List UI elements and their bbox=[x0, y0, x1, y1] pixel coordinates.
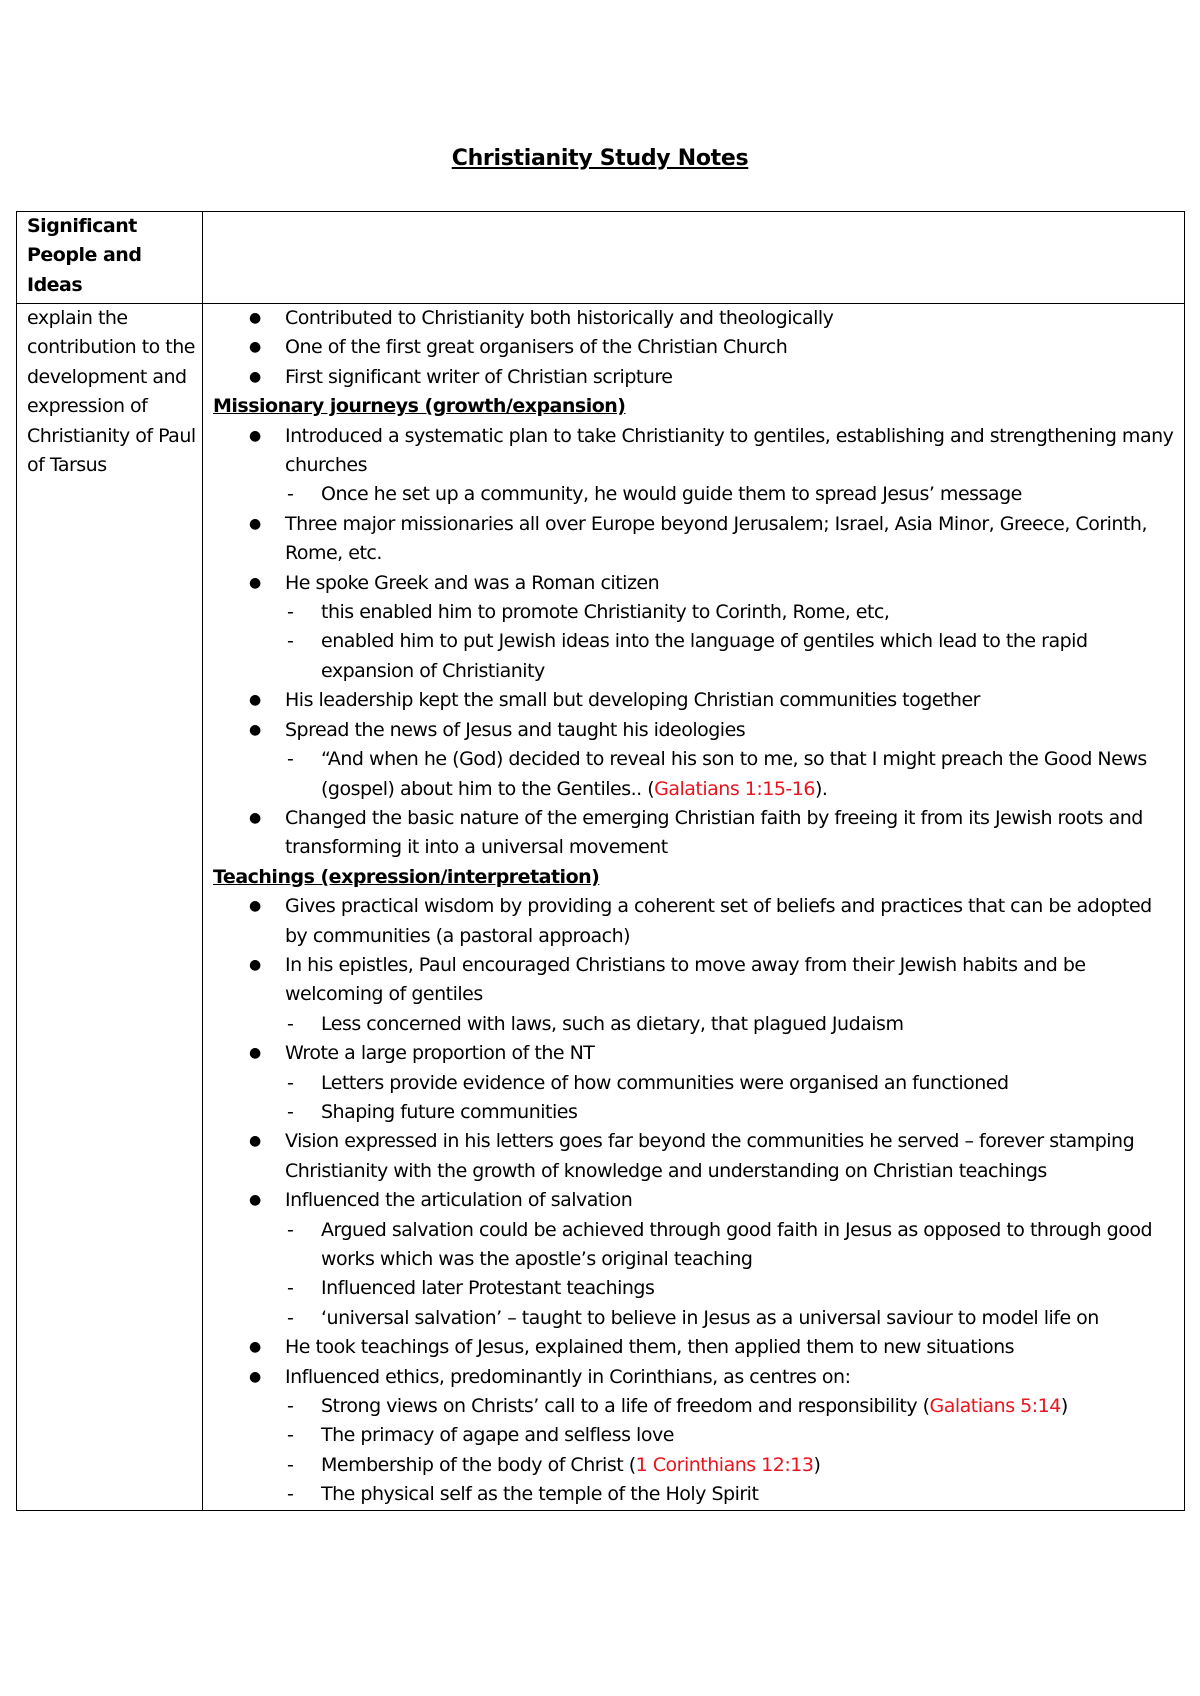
list-item bbox=[213, 1363, 1178, 1510]
header-cell-empty bbox=[203, 212, 1185, 304]
sub-list bbox=[285, 1216, 1178, 1334]
missionary-bullet-list bbox=[213, 422, 1178, 863]
sub-list-item: - Argued salvation could be achieved through good faith in Jesus as opposed to through good works which was the apostle’s original teaching bbox=[285, 1216, 1178, 1275]
bullet-text: He spoke Greek and was a Roman citizen bbox=[285, 571, 660, 594]
sub-list bbox=[285, 745, 1178, 804]
item-close: ) bbox=[813, 1453, 821, 1476]
list-item: ● First significant writer of Christian scripture bbox=[213, 363, 1178, 392]
list-item: ● His leadership kept the small but developing Christian communities together bbox=[213, 686, 1178, 715]
list-item bbox=[213, 1039, 1178, 1127]
sub-list-item: - this enabled him to promote Christianity to Corinth, Rome, etc, bbox=[285, 598, 1178, 627]
sub-list bbox=[285, 1392, 1178, 1510]
bullet-text: Wrote a large proportion of the NT bbox=[285, 1042, 595, 1065]
table-header-row bbox=[17, 212, 1185, 304]
sub-list bbox=[285, 598, 1178, 686]
content-cell bbox=[203, 304, 1185, 1511]
list-item: ● Contributed to Christianity both historically and theologically bbox=[213, 304, 1178, 333]
item-close: ) bbox=[1060, 1395, 1068, 1418]
table-row bbox=[17, 304, 1185, 1511]
list-item: ● He took teachings of Jesus, explained them, then applied them to new situations bbox=[213, 1333, 1178, 1362]
sub-list-item: - Once he set up a community, he would guide them to spread Jesus’ message bbox=[285, 480, 1178, 509]
sub-list-item: - The primacy of agape and selfless love bbox=[285, 1421, 1178, 1450]
header-label: Significant People and Ideas bbox=[27, 215, 142, 296]
list-item bbox=[213, 422, 1178, 510]
bullet-text: Influenced the articulation of salvation bbox=[285, 1189, 633, 1212]
sub-list-item bbox=[285, 745, 1178, 804]
list-item: ● Gives practical wisdom by providing a coherent set of beliefs and practices that can be adopted by communities (a pastoral approach) bbox=[213, 892, 1178, 951]
header-cell-people-ideas bbox=[17, 212, 203, 304]
quote-text: “And when he (God) decided to reveal his son to me, so that I might preach the Good News (gospel) about him to the Gentiles.. ( bbox=[321, 748, 1147, 800]
bullet-text: Introduced a systematic plan to take Christianity to gentiles, establishing and strengthening many churches bbox=[285, 424, 1174, 477]
sub-list-item: - Less concerned with laws, such as dietary, that plagued Judaism bbox=[285, 1010, 1178, 1039]
notes-table bbox=[16, 211, 1185, 1511]
page-title: Christianity Study Notes bbox=[451, 146, 749, 171]
intro-bullet-list bbox=[213, 304, 1178, 392]
sub-list-item bbox=[285, 1392, 1178, 1421]
list-item: ● Three major missionaries all over Europe beyond Jerusalem; Israel, Asia Minor, Greece, Corinth, Rome, etc. bbox=[213, 510, 1178, 569]
item-text: Strong views on Christs’ call to a life of freedom and responsibility ( bbox=[321, 1395, 930, 1418]
section-heading-missionary: Missionary journeys (growth/expansion) bbox=[213, 395, 626, 418]
sub-list-item: - The physical self as the temple of the Holy Spirit bbox=[285, 1480, 1178, 1509]
sub-list-item: - Shaping future communities bbox=[285, 1098, 1178, 1127]
list-item bbox=[213, 716, 1178, 804]
sub-list-item: - Letters provide evidence of how communities were organised an functioned bbox=[285, 1069, 1178, 1098]
row-label-cell bbox=[17, 304, 203, 1511]
sub-list-item bbox=[285, 1451, 1178, 1480]
sub-list bbox=[285, 1010, 1178, 1039]
section-heading-teachings: Teachings (expression/interpretation) bbox=[213, 865, 600, 888]
list-item bbox=[213, 1186, 1178, 1333]
scripture-reference: Galatians 1:15-16 bbox=[654, 777, 815, 800]
list-item: ● Changed the basic nature of the emerging Christian faith by freeing it from its Jewish roots and transforming it into a universal movement bbox=[213, 804, 1178, 863]
bullet-text: Spread the news of Jesus and taught his ideologies bbox=[285, 718, 746, 741]
sub-list-item: - enabled him to put Jewish ideas into the language of gentiles which lead to the rapid expansion of Christianity bbox=[285, 627, 1178, 686]
teachings-bullet-list bbox=[213, 892, 1178, 1510]
list-item bbox=[213, 951, 1178, 1039]
scripture-reference: 1 Corinthians 12:13 bbox=[635, 1453, 814, 1476]
list-item: ● One of the first great organisers of the Christian Church bbox=[213, 333, 1178, 362]
list-item: ● Vision expressed in his letters goes far beyond the communities he served – forever stamping Christianity with the growth of knowledge and understanding on Christian teachings bbox=[213, 1127, 1178, 1186]
bullet-text: Influenced ethics, predominantly in Corinthians, as centres on: bbox=[285, 1365, 851, 1388]
sub-list bbox=[285, 480, 1178, 509]
sub-list bbox=[285, 1069, 1178, 1128]
list-item bbox=[213, 569, 1178, 687]
row-label: explain the contribution to the development and expression of Christianity of Paul of Tarsus bbox=[27, 307, 196, 477]
sub-list-item: - ‘universal salvation’ – taught to believe in Jesus as a universal saviour to model life on bbox=[285, 1304, 1178, 1333]
quote-close: ). bbox=[814, 777, 828, 800]
bullet-text: In his epistles, Paul encouraged Christians to move away from their Jewish habits and be welcoming of gentiles bbox=[285, 953, 1086, 1006]
sub-list-item: - Influenced later Protestant teachings bbox=[285, 1274, 1178, 1303]
item-text: Membership of the body of Christ ( bbox=[321, 1453, 636, 1476]
scripture-reference: Galatians 5:14 bbox=[929, 1395, 1061, 1418]
